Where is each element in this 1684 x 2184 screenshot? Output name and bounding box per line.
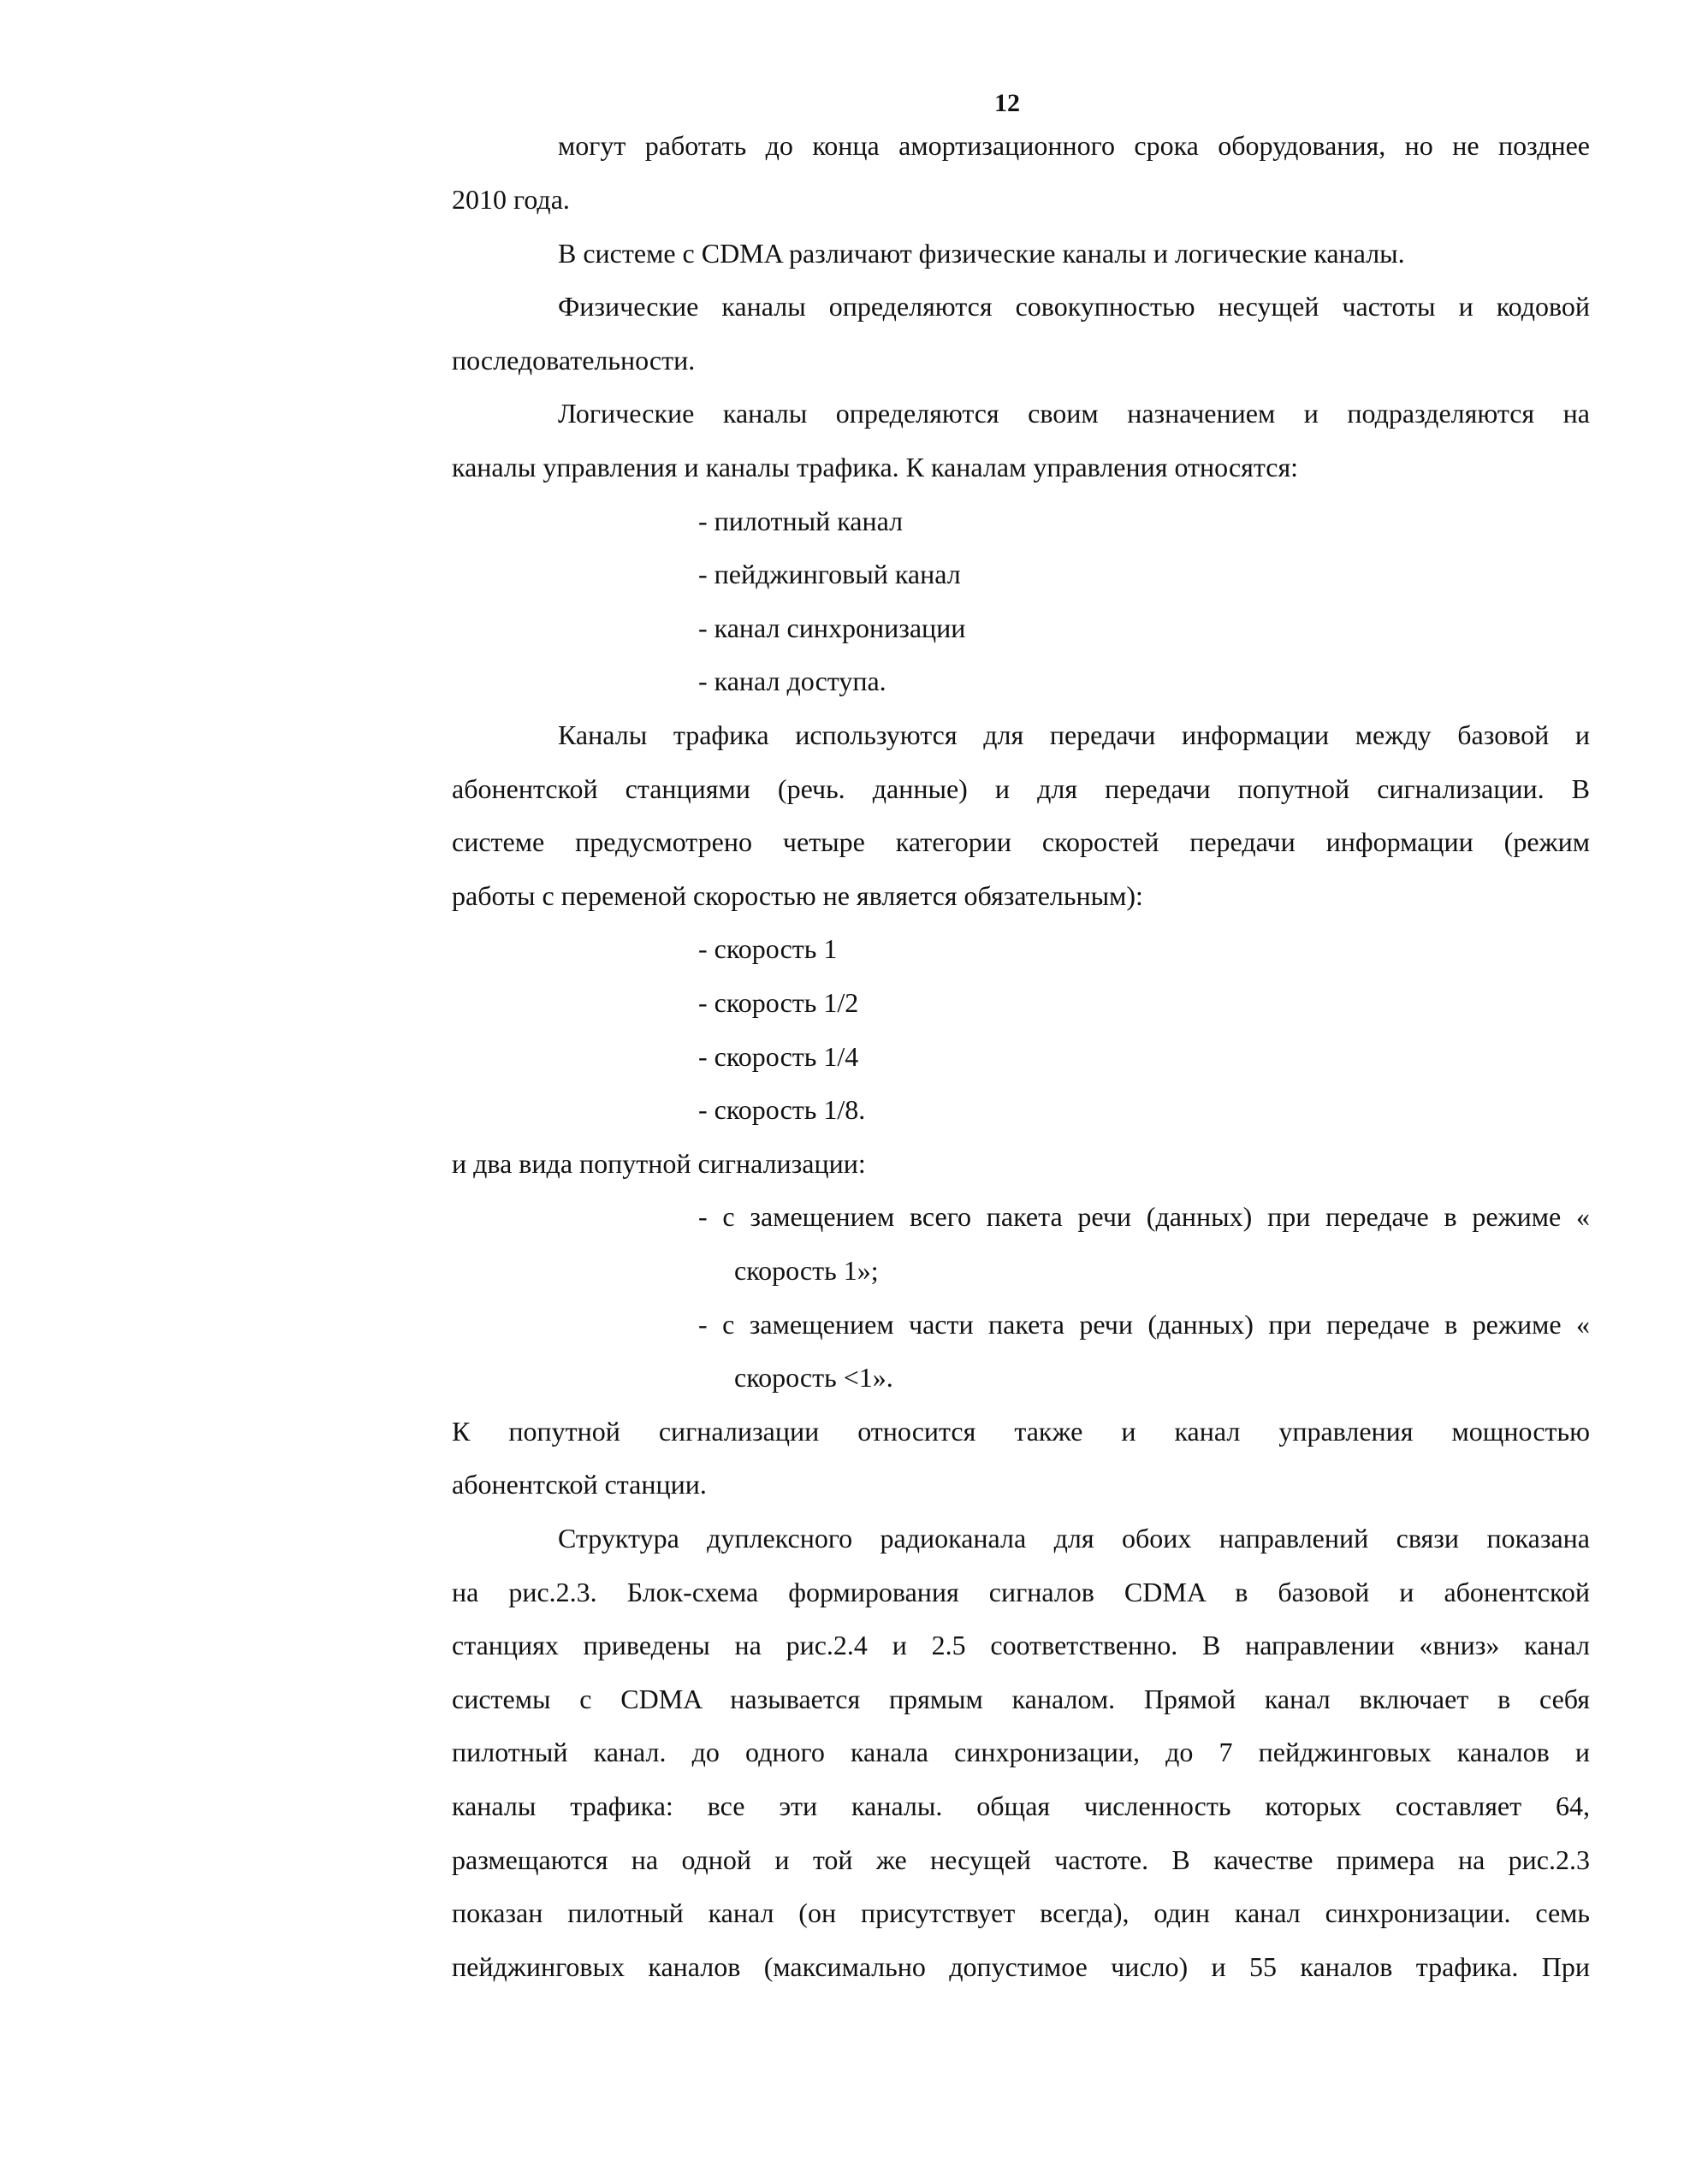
list-item: - канал синхронизации [698,613,966,643]
list-item-continuation: скорость 1»; [734,1255,879,1286]
text-line: последовательности. [452,345,696,376]
page-number: 12 [994,89,1020,117]
text-line: каналы управления и каналы трафика. К каналам управления относятся: [452,452,1299,482]
text-line: пилотный канал. до одного канала синхронизации, до 7 пейджинговых каналов и [452,1737,1590,1767]
text-line: на рис.2.3. Блок-схема формирования сигналов CDMA в базовой и абонентской [452,1577,1590,1607]
text-line: могут работать до конца амортизационного срока оборудования, но не позднее [558,130,1590,161]
text-line: работы с переменой скоростью не является обязательным): [452,880,1143,911]
text-line: абонентской станциями (речь. данные) и для передачи попутной сигнализации. В [452,773,1590,804]
list-item: - скорость 1/8. [698,1094,866,1125]
text-line: станциях приведены на рис.2.4 и 2.5 соответственно. В направлении «вниз» канал [452,1630,1590,1660]
text-line: К попутной сигнализации относится также и канал управления мощностью [452,1416,1590,1447]
list-item: - скорость 1 [698,933,838,964]
text-line: показан пилотный канал (он присутствует всегда), один канал синхронизации. семь [452,1897,1590,1928]
text-line: 2010 года. [452,184,570,215]
text-line: и два вида попутной сигнализации: [452,1148,866,1179]
list-item: - пилотный канал [698,506,904,536]
text-line: Каналы трафика используются для передачи информации между базовой и [558,719,1590,750]
list-item: - канал доступа. [698,666,886,696]
text-line: Логические каналы определяются своим назначением и подразделяются на [558,398,1590,429]
text-line: каналы трафика: все эти каналы. общая численность которых составляет 64, [452,1790,1590,1821]
text-line: абонентской станции. [452,1469,707,1500]
text-line: В системе с CDMA различают физические каналы и логические каналы. [558,238,1405,269]
list-item: - пейджинговый канал [698,559,961,589]
text-line: пейджинговых каналов (максимально допустимое число) и 55 каналов трафика. При [452,1951,1590,1982]
text-line: системы с CDMA называется прямым каналом. Прямой канал включает в себя [452,1684,1590,1714]
text-line: размещаются на одной и той же несущей частоте. В качестве примера на рис.2.3 [452,1844,1590,1875]
text-line: системе предусмотрено четыре категории скоростей передачи информации (режим [452,826,1590,857]
text-line: Структура дуплексного радиоканала для обоих направлений связи показана [558,1523,1590,1554]
list-item: - с замещением части пакета речи (данных) при передаче в режиме « [698,1309,1590,1340]
list-item: - скорость 1/4 [698,1041,859,1072]
list-item-continuation: скорость <1». [734,1362,893,1393]
text-line: Физические каналы определяются совокупностью несущей частоты и кодовой [558,291,1590,322]
list-item: - скорость 1/2 [698,987,859,1018]
list-item: - с замещением всего пакета речи (данных) при передаче в режиме « [698,1201,1590,1232]
